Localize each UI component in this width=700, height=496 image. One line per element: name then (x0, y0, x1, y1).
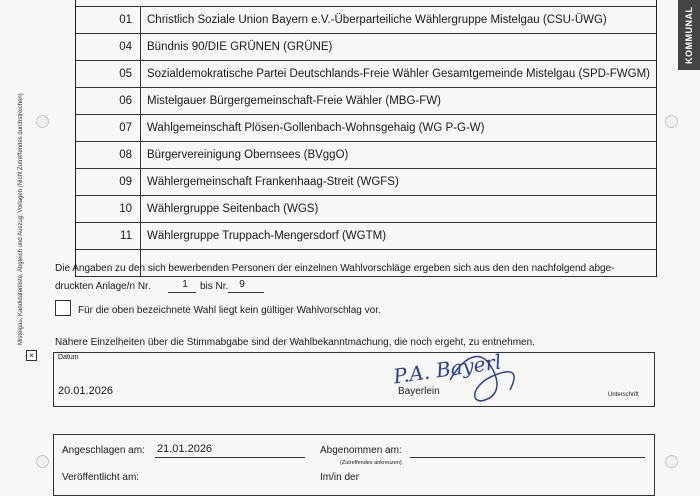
annex-to-line (228, 292, 264, 293)
signature-swirl (440, 345, 520, 405)
punch-hole (665, 455, 678, 468)
signer-name: Bayerlein (398, 386, 440, 397)
abgenommen-label: Abgenommen am: (320, 445, 402, 456)
side-note: Mistelgau, Kandidatenliste, Abgleich und Auszug: Vorlagen (Nicht Zutreffendes durchstreichen) (18, 93, 24, 345)
punch-hole (36, 455, 49, 468)
notice-line2: druckten Anlage/n Nr. (55, 281, 151, 292)
table-row: 07 Wahlgemeinschaft Plösen-Gollenbach-Wohnsgehaig (WG P-G-W) (76, 115, 656, 142)
table-row: 08 Bürgervereinigung Obernsees (BVggO) (76, 142, 656, 169)
angeschlagen-label: Angeschlagen am: (62, 445, 145, 456)
punch-hole (36, 115, 49, 128)
angeschlagen-value: 21.01.2026 (157, 443, 213, 455)
angeschlagen-line (155, 457, 305, 458)
notice-line1: Die Angaben zu den sich bewerbenden Personen der einzelnen Wahlvorschläge ergeben sich aus den den nachfolgend abge- (55, 263, 615, 274)
signature-scribble: P.A. Bayerl (391, 349, 503, 389)
no-valid-label: Für die oben bezeichnete Wahl liegt kein gültiger Wahlvorschlag vor. (78, 305, 381, 316)
table-row: 04 Bündnis 90/DIE GRÜNEN (GRÜNE) (76, 34, 656, 61)
punch-hole (665, 115, 678, 128)
table-row: 06 Mistelgauer Bürgergemeinschaft-Freie Wähler (MBG-FW) (76, 88, 656, 115)
kommunal-tab: KOMMUNAL (678, 0, 700, 70)
table-row: 10 Wählergruppe Seitenbach (WGS) (76, 196, 656, 223)
imin-label: Im/in der (320, 472, 359, 483)
table-row (76, 0, 656, 7)
datum-label: Datum (58, 354, 79, 361)
table-row: 01 Christlich Soziale Union Bayern e.V.-Überparteiliche Wählergruppe Mistelgau (CSU-ÜWG) (76, 7, 656, 34)
zutreffend-label: (Zutreffendes ankreuzen) (340, 460, 402, 466)
side-checkbox: × (26, 350, 37, 361)
unterschrift-label: Unterschrift (608, 392, 639, 398)
annex-to: 9 (239, 279, 245, 290)
annex-from-line (168, 292, 196, 293)
details-text: Nähere Einzelheiten über die Stimmabgabe sind der Wahlbekanntmachung, die noch ergeht, zu entnehmen. (55, 337, 535, 348)
table-row: 11 Wählergruppe Truppach-Mengersdorf (WGTM) (76, 223, 656, 250)
table-row: 05 Sozialdemokratische Partei Deutschlands-Freie Wähler Gesamtgemeinde Mistelgau (SPD-FWGM) (76, 61, 656, 88)
datum-value: 20.01.2026 (58, 385, 114, 397)
no-valid-checkbox[interactable] (55, 300, 71, 316)
abgenommen-line (410, 457, 645, 458)
annex-from: 1 (182, 279, 188, 290)
party-table (75, 0, 657, 277)
table-row: 09 Wählergemeinschaft Frankenhaag-Streit (WGFS) (76, 169, 656, 196)
veroeffentlicht-label: Veröffentlicht am: (62, 472, 140, 483)
signature-box (53, 349, 655, 407)
bis-label: bis Nr. (200, 281, 229, 292)
